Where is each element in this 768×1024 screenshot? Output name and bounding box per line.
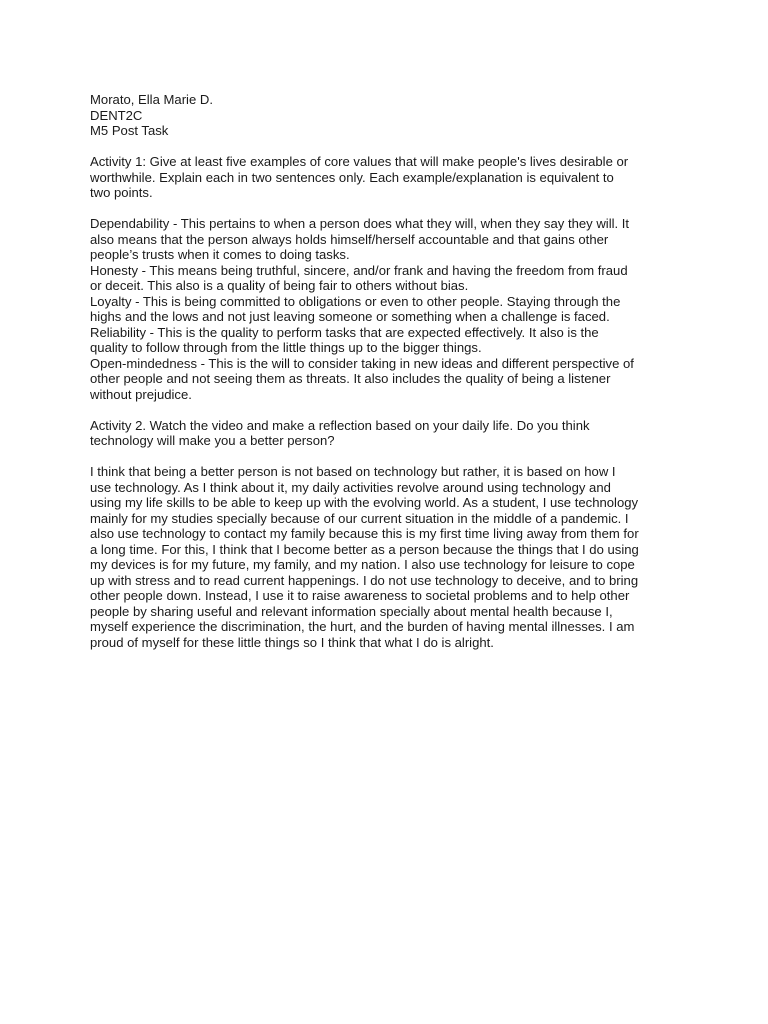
- reflection-line: a long time. For this, I think that I become better as a person because the things that I do using: [90, 541, 639, 557]
- activity1-prompt-line: Activity 1: Give at least five examples of core values that will make people's lives desirable or: [90, 154, 629, 169]
- value-dependability: [90, 216, 690, 263]
- value-line: Honesty - This means being truthful, sincere, and/or frank and having the freedom from fraud: [90, 262, 628, 278]
- value-line: quality to follow through from the little things up to the bigger things.: [90, 340, 482, 355]
- header-block: [90, 92, 690, 139]
- document-page: [90, 92, 690, 650]
- spacer: [90, 449, 690, 465]
- student-name: Morato, Ella Marie D.: [90, 92, 213, 107]
- reflection-line: other people down. Instead, I use it to raise awareness to societal problems and to help other: [90, 588, 630, 603]
- value-line: highs and the lows and not just leaving someone or something when a challenge is faced.: [90, 309, 610, 324]
- activity2-prompt: [90, 418, 690, 449]
- activity1-prompt-line: two points.: [90, 185, 153, 200]
- reflection-line: myself experience the discrimination, the hurt, and the burden of having mental illnesses. I am: [90, 619, 635, 634]
- value-line: people’s trusts when it comes to doing tasks.: [90, 247, 350, 262]
- value-open-mindedness: [90, 356, 690, 403]
- reflection-line: up with stress and to read current happenings. I do not use technology to deceive, and to bring: [90, 572, 639, 588]
- reflection-paragraph: [90, 464, 690, 650]
- activity2-prompt-line: Activity 2. Watch the video and make a reflection based on your daily life. Do you think: [90, 417, 590, 433]
- task-title: M5 Post Task: [90, 123, 169, 138]
- value-line: Reliability - This is the quality to perform tasks that are expected effectively. It also is the: [90, 324, 599, 340]
- activity1-prompt-line: worthwhile. Explain each in two sentences only. Each example/explanation is equivalent to: [90, 169, 614, 185]
- spacer: [90, 402, 690, 418]
- value-line: or deceit. This also is a quality of being fair to others without bias.: [90, 278, 469, 293]
- reflection-line: mainly for my studies specially because of our current situation in the middle of a pandemic. I: [90, 510, 629, 526]
- spacer: [90, 201, 690, 217]
- spacer: [90, 139, 690, 155]
- reflection-line: proud of myself for these little things so I think that what I do is alright.: [90, 634, 494, 650]
- reflection-line: my devices is for my future, my family, and my nation. I also use technology for leisure to cope: [90, 557, 635, 572]
- value-line: without prejudice.: [90, 386, 192, 402]
- value-line: Open-mindedness - This is the will to consider taking in new ideas and different perspective of: [90, 355, 634, 371]
- student-section: DENT2C: [90, 107, 143, 123]
- value-line: Loyalty - This is being committed to obligations or even to other people. Staying through the: [90, 293, 621, 309]
- reflection-line: people by sharing useful and relevant information specially about mental health because I,: [90, 603, 613, 619]
- value-loyalty: [90, 294, 690, 325]
- value-honesty: [90, 263, 690, 294]
- activity2-prompt-line: technology will make you a better person?: [90, 433, 335, 448]
- value-line: other people and not seeing them as threats. It also includes the quality of being a listener: [90, 371, 611, 386]
- value-line: Dependability - This pertains to when a person does what they will, when they say they will. It: [90, 216, 630, 231]
- activity1-prompt: [90, 154, 690, 201]
- reflection-line: also use technology to contact my family because this is my first time living away from them for: [90, 526, 639, 541]
- reflection-line: using my life skills to be able to keep up with the evolving world. As a student, I use technology: [90, 495, 639, 510]
- reflection-line: use technology. As I think about it, my daily activities revolve around using technology and: [90, 479, 611, 495]
- core-values-list: [90, 216, 690, 402]
- reflection-line: I think that being a better person is not based on technology but rather, it is based on how I: [90, 464, 616, 479]
- value-reliability: [90, 325, 690, 356]
- value-line: also means that the person always holds himself/herself accountable and that gains other: [90, 231, 609, 247]
